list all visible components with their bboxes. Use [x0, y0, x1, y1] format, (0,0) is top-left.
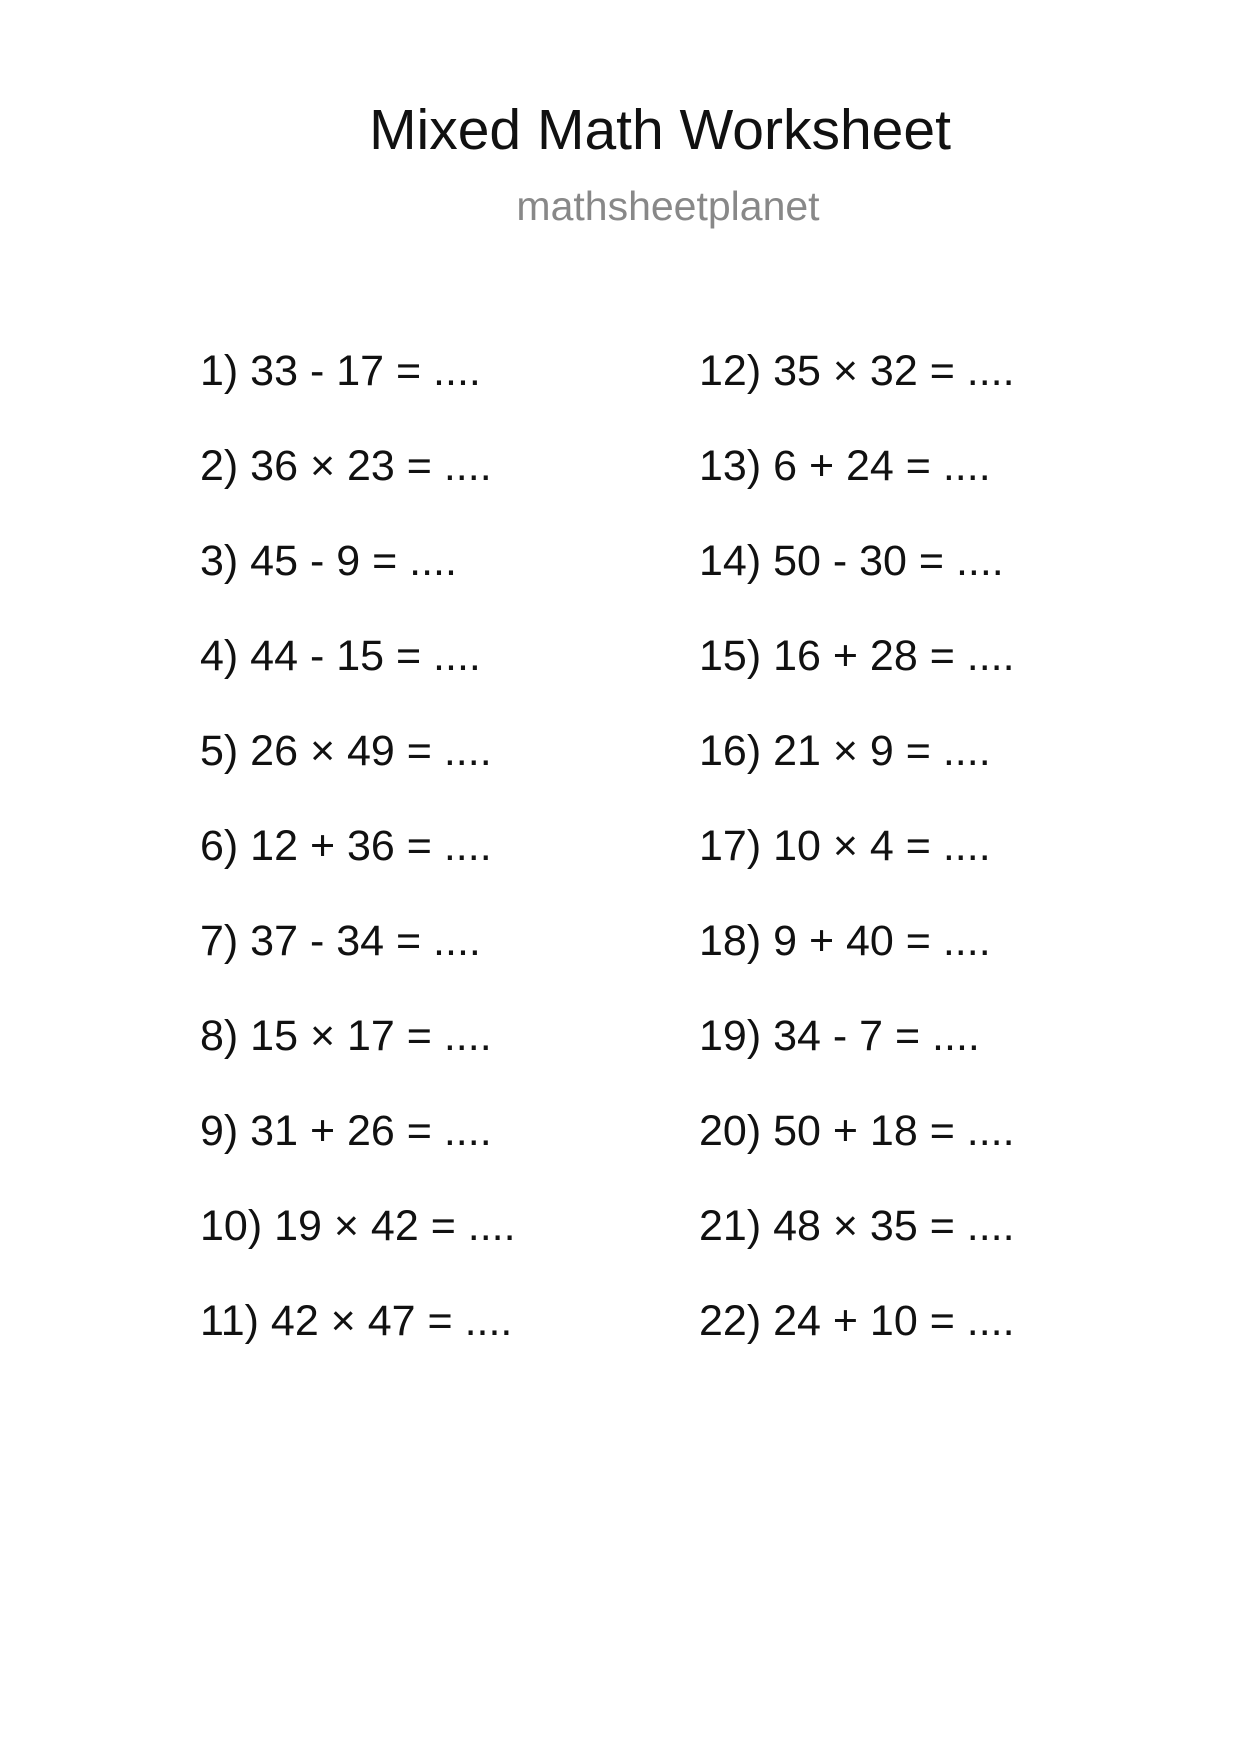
problem-4: 4) 44 - 15 = .... [200, 632, 481, 680]
worksheet-title: Mixed Math Worksheet [369, 98, 951, 162]
problem-17: 17) 10 × 4 = .... [699, 822, 991, 870]
problem-3: 3) 45 - 9 = .... [200, 537, 457, 585]
problem-14: 14) 50 - 30 = .... [699, 537, 1004, 585]
problem-18: 18) 9 + 40 = .... [699, 917, 991, 965]
problem-11: 11) 42 × 47 = .... [200, 1297, 513, 1345]
problem-column-left [200, 347, 516, 1395]
problem-19: 19) 34 - 7 = .... [699, 1012, 980, 1060]
problem-column-right [699, 347, 1015, 1395]
problem-1: 1) 33 - 17 = .... [200, 347, 481, 395]
problem-6: 6) 12 + 36 = .... [200, 822, 492, 870]
problem-21: 21) 48 × 35 = .... [699, 1202, 1015, 1250]
problem-7: 7) 37 - 34 = .... [200, 917, 481, 965]
worksheet-source: mathsheetplanet [516, 183, 820, 229]
problem-12: 12) 35 × 32 = .... [699, 347, 1015, 395]
problem-9: 9) 31 + 26 = .... [200, 1107, 492, 1155]
problem-16: 16) 21 × 9 = .... [699, 727, 991, 775]
problem-2: 2) 36 × 23 = .... [200, 442, 492, 490]
problem-15: 15) 16 + 28 = .... [699, 632, 1015, 680]
problem-5: 5) 26 × 49 = .... [200, 727, 492, 775]
problem-8: 8) 15 × 17 = .... [200, 1012, 492, 1060]
problem-10: 10) 19 × 42 = .... [200, 1202, 516, 1250]
problem-20: 20) 50 + 18 = .... [699, 1107, 1015, 1155]
problem-22: 22) 24 + 10 = .... [699, 1297, 1015, 1345]
problem-13: 13) 6 + 24 = .... [699, 442, 991, 490]
